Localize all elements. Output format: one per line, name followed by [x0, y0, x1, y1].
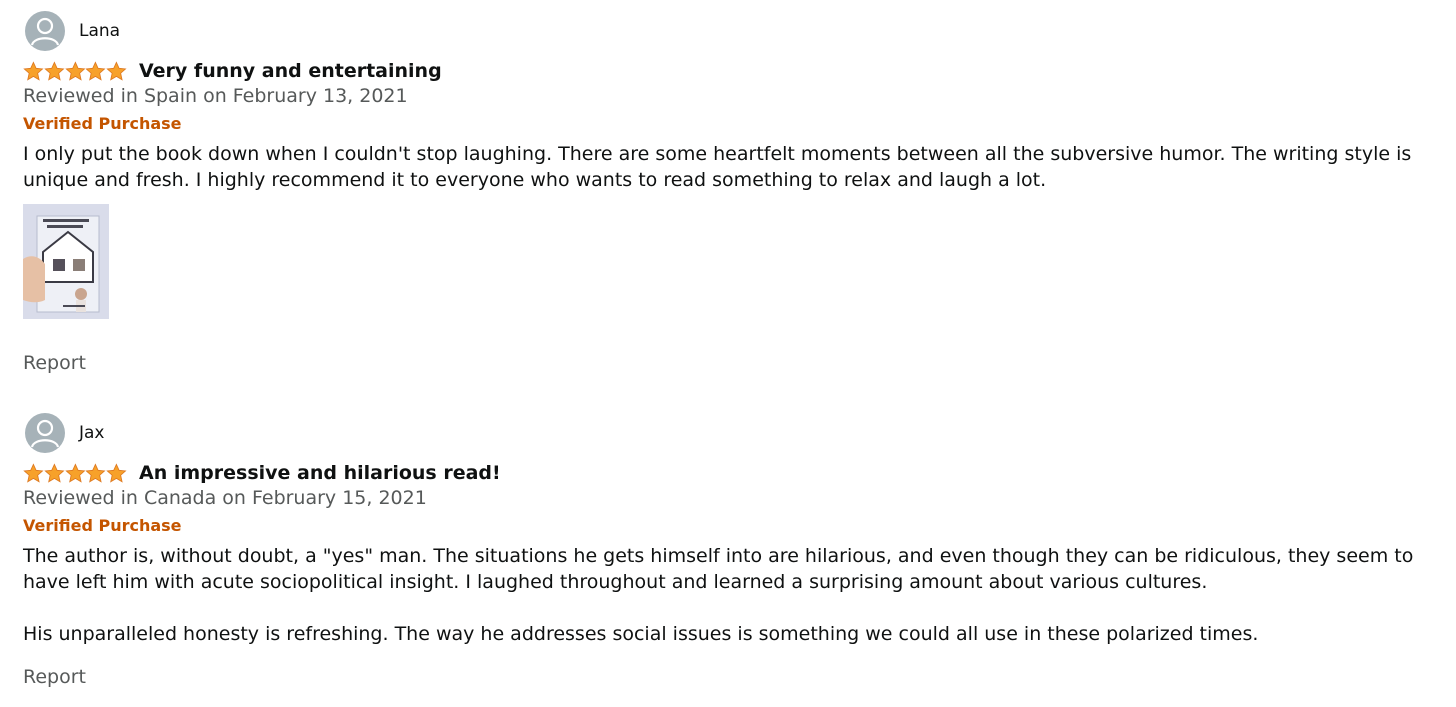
star-icon [23, 463, 44, 484]
verified-purchase-badge: Verified Purchase [23, 114, 182, 133]
review-date: Reviewed in Canada on February 15, 2021 [23, 487, 427, 509]
star-icon [65, 61, 86, 82]
review-paragraph: The author is, without doubt, a "yes" man. The situations he gets himself into are hilarious, and even though they can be ridiculous, they seem to have left him with acute sociopolitical insight. I laughed throughout and learned a surprising amount about various cultures. [23, 545, 1414, 593]
star-icon [65, 463, 86, 484]
star-icon [23, 61, 44, 82]
review-image-thumbnail[interactable] [23, 204, 109, 319]
reviewer-name: Lana [79, 21, 121, 41]
book-photo-image [23, 204, 109, 319]
report-link[interactable]: Report [23, 352, 86, 374]
user-avatar-icon [25, 413, 65, 453]
review-paragraph: I only put the book down when I couldn't stop laughing. There are some heartfelt moments between all the subversive humor. The writing style is unique and fresh. I highly recommend it to everyone who wants to read something to relax and laugh a lot. [23, 143, 1412, 191]
verified-purchase-badge: Verified Purchase [23, 516, 182, 535]
review-body [23, 543, 1441, 647]
star-icon [85, 463, 106, 484]
user-avatar-icon [25, 11, 65, 51]
review-title[interactable]: An impressive and hilarious read! [139, 462, 501, 484]
reviewer-profile[interactable] [25, 11, 120, 51]
report-link[interactable]: Report [23, 666, 86, 688]
star-icon [106, 61, 127, 82]
star-rating[interactable] [23, 463, 127, 484]
star-icon [44, 61, 65, 82]
star-icon [85, 61, 106, 82]
reviewer-profile[interactable] [25, 413, 105, 453]
review-paragraph: His unparalleled honesty is refreshing. The way he addresses social issues is something we could all use in these polarized times. [23, 623, 1259, 645]
star-icon [44, 463, 65, 484]
star-icon [106, 463, 127, 484]
review-title[interactable]: Very funny and entertaining [139, 60, 442, 82]
review-body [23, 141, 1441, 193]
review-date: Reviewed in Spain on February 13, 2021 [23, 85, 408, 107]
reviewer-name: Jax [79, 423, 105, 443]
star-rating[interactable] [23, 61, 127, 82]
